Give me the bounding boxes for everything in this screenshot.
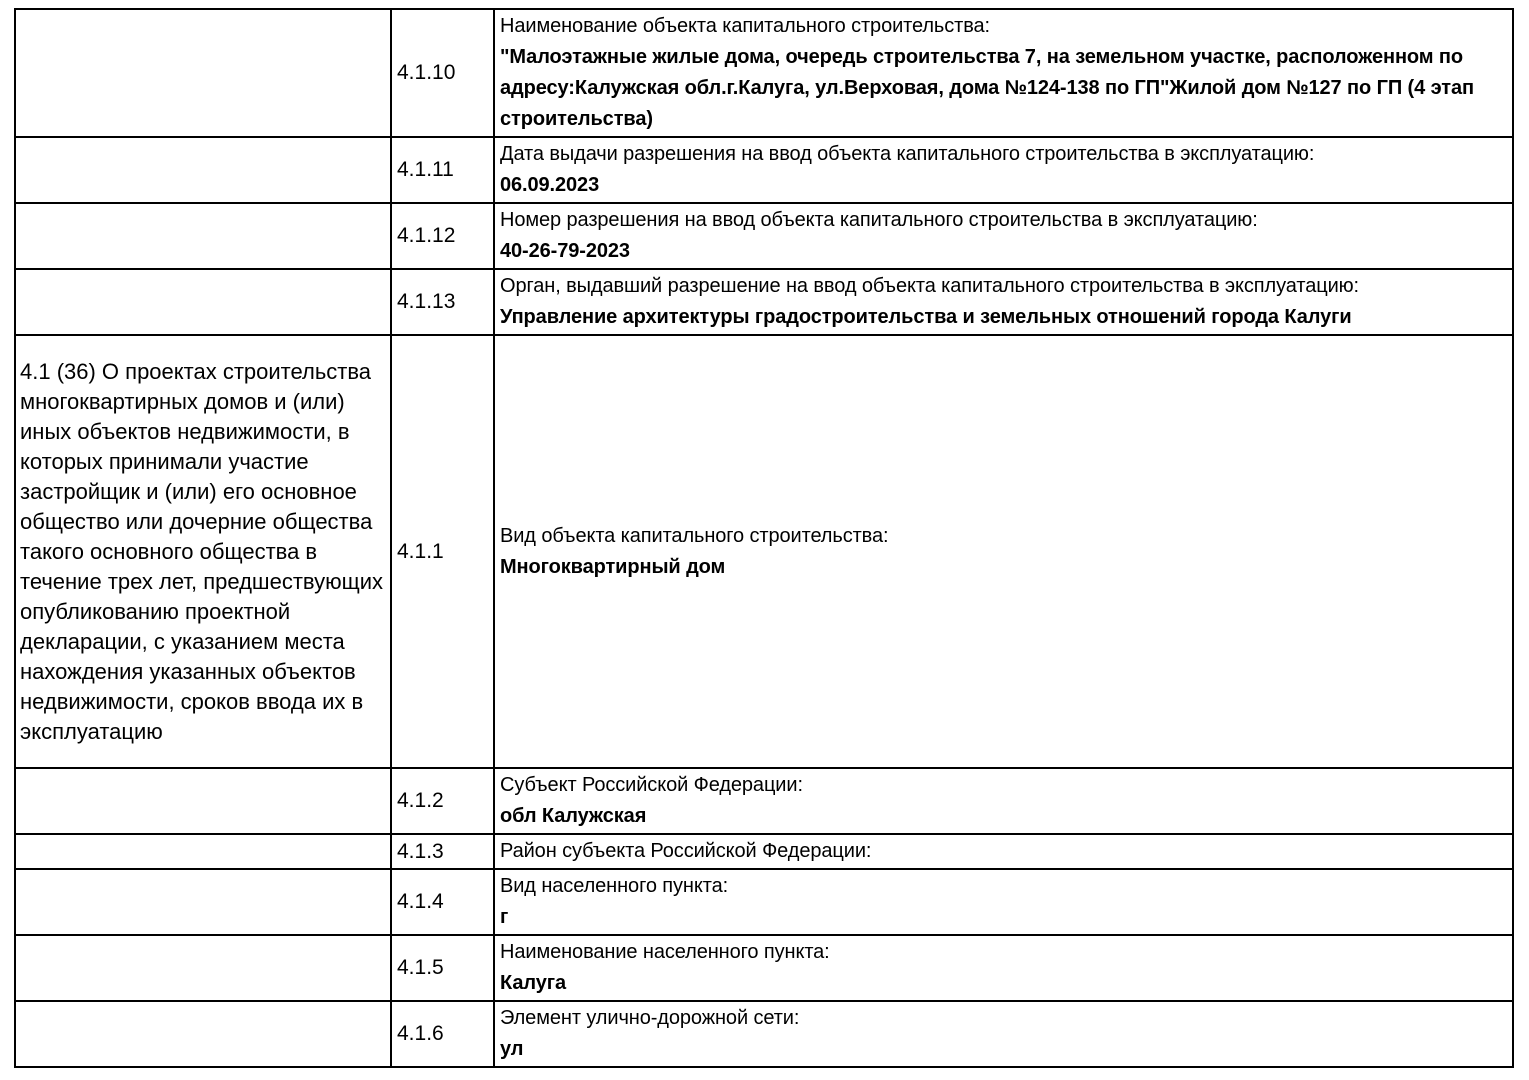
- table-row: [15, 203, 1513, 269]
- row-detail: [494, 203, 1513, 269]
- section-cell: [15, 9, 391, 137]
- field-value: 40-26-79-2023: [500, 240, 630, 262]
- row-code: 4.1.3: [391, 834, 494, 869]
- section-cell: [15, 834, 391, 869]
- table-row: [15, 1001, 1513, 1067]
- row-code: 4.1.10: [391, 9, 494, 137]
- field-value: ул: [500, 1038, 524, 1060]
- row-detail: [494, 269, 1513, 335]
- table-row: [15, 935, 1513, 1001]
- row-code: 4.1.1: [391, 335, 494, 768]
- field-label: Район субъекта Российской Федерации:: [500, 840, 872, 862]
- table-row: [15, 869, 1513, 935]
- row-detail: [494, 1001, 1513, 1067]
- field-value: Многоквартирный дом: [500, 555, 726, 578]
- row-code: 4.1.2: [391, 768, 494, 834]
- section-cell: [15, 137, 391, 203]
- declaration-table-body: [15, 9, 1513, 1067]
- table-row: [15, 137, 1513, 203]
- section-cell: [15, 935, 391, 1001]
- row-detail: [494, 335, 1513, 768]
- section-cell: 4.1 (36) О проектах строительства многоквартирных домов и (или) иных объектов недвижимости, в которых принимали участие застройщик и (или) его основное общество или дочерние общества такого основного общества в течение трех лет, предшествующих опубликованию проектной декларации, с указанием места нахождения указанных объектов недвижимости, сроков ввода их в эксплуатацию: [15, 335, 391, 768]
- field-value: г: [500, 906, 509, 928]
- section-cell: [15, 869, 391, 935]
- row-code: 4.1.5: [391, 935, 494, 1001]
- field-value: 06.09.2023: [500, 174, 600, 196]
- row-code: 4.1.13: [391, 269, 494, 335]
- row-detail: [494, 768, 1513, 834]
- field-label: Дата выдачи разрешения на ввод объекта капитального строительства в эксплуатацию:: [500, 143, 1315, 165]
- row-detail: [494, 935, 1513, 1001]
- row-code: 4.1.4: [391, 869, 494, 935]
- row-code: 4.1.11: [391, 137, 494, 203]
- field-label: Наименование объекта капитального строительства:: [500, 15, 990, 37]
- table-row: [15, 834, 1513, 869]
- field-value: "Малоэтажные жилые дома, очередь строительства 7, на земельном участке, расположенном по адресу:Калужская обл.г.Калуга, ул.Верховая, дома №124-138 по ГП"Жилой дом №127 по ГП (4 этап строительства): [500, 46, 1474, 130]
- table-row: [15, 768, 1513, 834]
- field-value: Управление архитектуры градостроительства и земельных отношений города Калуги: [500, 306, 1352, 328]
- section-cell: [15, 269, 391, 335]
- row-detail: [494, 137, 1513, 203]
- declaration-table: [14, 8, 1514, 1068]
- row-detail: [494, 869, 1513, 935]
- field-label: Номер разрешения на ввод объекта капитального строительства в эксплуатацию:: [500, 209, 1258, 231]
- field-value: Калуга: [500, 972, 566, 994]
- row-code: 4.1.12: [391, 203, 494, 269]
- field-label: Орган, выдавший разрешение на ввод объекта капитального строительства в эксплуатацию:: [500, 275, 1360, 297]
- table-row: [15, 335, 1513, 768]
- row-detail: [494, 834, 1513, 869]
- row-code: 4.1.6: [391, 1001, 494, 1067]
- section-cell: [15, 768, 391, 834]
- field-label: Элемент улично-дорожной сети:: [500, 1007, 800, 1029]
- field-label: Вид населенного пункта:: [500, 875, 729, 897]
- field-value: обл Калужская: [500, 805, 647, 827]
- section-cell: [15, 1001, 391, 1067]
- field-label: Наименование населенного пункта:: [500, 941, 830, 963]
- table-row: [15, 269, 1513, 335]
- field-label: Субъект Российской Федерации:: [500, 774, 803, 796]
- table-row: [15, 9, 1513, 137]
- row-detail: [494, 9, 1513, 137]
- section-cell: [15, 203, 391, 269]
- field-label: Вид объекта капитального строительства:: [500, 524, 889, 547]
